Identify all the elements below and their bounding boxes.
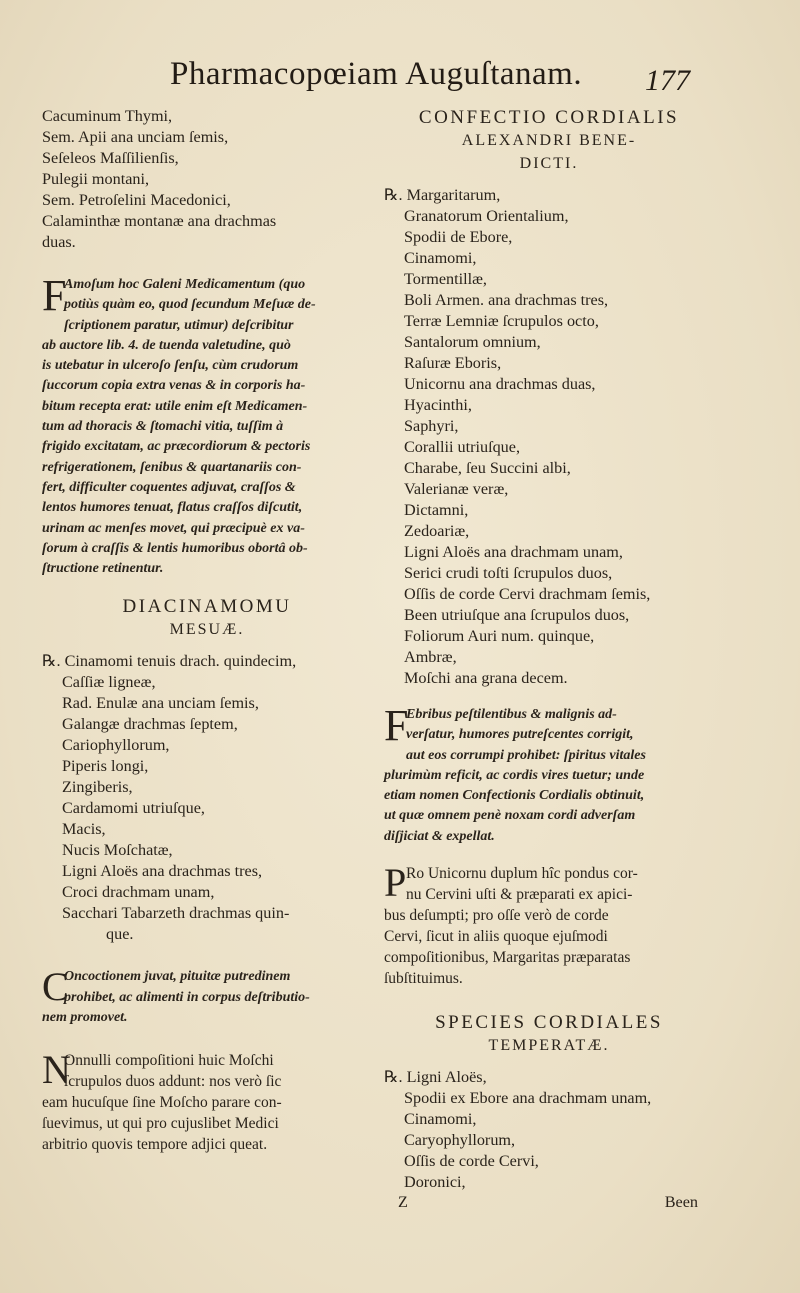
text-line: eam hucuſque ſine Moſcho parare con-	[42, 1094, 282, 1112]
text-line: urinam ac menſes movet, qui præcipuè ex va-	[42, 520, 305, 536]
drop-cap: N	[42, 1047, 71, 1093]
ingredient-line: Caryophyllorum,	[404, 1131, 516, 1150]
ingredient-line: Sacchari Tabarzeth drachmas quin-	[62, 904, 290, 923]
ingredient-list	[42, 651, 372, 945]
text-line: ſuevimus, ut qui pro cujuslibet Medici	[42, 1115, 279, 1133]
ingredient-line: Moſchi ana grana decem.	[404, 669, 568, 687]
ingredient-line: Ambræ,	[404, 648, 457, 666]
ingredient-line: Raſuræ Eboris,	[404, 354, 502, 372]
ingredient-line: Spodii ex Ebore ana drachmam unam,	[404, 1089, 652, 1108]
ingredient-line: Valerianæ veræ,	[404, 480, 509, 498]
section-heading: DIACINAMOMU	[122, 596, 292, 618]
left-column	[42, 106, 372, 1155]
text-line: ſcriptionem paratur, utimur) deſcribitur	[64, 317, 294, 333]
commentary-paragraph	[384, 701, 714, 847]
drop-cap: F	[384, 701, 409, 750]
drop-cap: F	[42, 271, 67, 320]
ingredient-line: Ligni Aloës ana drachmam unam,	[404, 543, 623, 561]
signature-mark: Z	[398, 1193, 408, 1212]
text-line: frigido excitatam, ac præcordiorum & pectoris	[42, 439, 311, 455]
ingredient-line: Pulegii montani,	[42, 170, 150, 188]
text-line: nem promovet.	[42, 1010, 128, 1026]
ingredient-line: Foliorum Auri num. quinque,	[404, 627, 595, 645]
ingredient-line: Caſſiæ ligneæ,	[62, 673, 156, 692]
ingredient-list	[384, 185, 714, 689]
text-line: Ebribus peſtilentibus & malignis ad-	[406, 707, 617, 722]
text-line: Onnulli compoſitioni huic Moſchi	[64, 1052, 274, 1070]
ingredient-line: Corallii utriuſque,	[404, 438, 520, 456]
ingredient-line: Galangæ drachmas ſeptem,	[62, 715, 238, 734]
ingredient-line: Ligni Aloës ana drachmas tres,	[62, 862, 263, 881]
drop-cap: P	[384, 860, 407, 906]
ingredient-line: Charabe, ſeu Succini albi,	[404, 459, 571, 477]
ingredient-line: Croci drachmam unam,	[62, 883, 215, 902]
ingredient-line: Hyacinthi,	[404, 396, 472, 414]
ingredient-line: Oſſis de corde Cervi,	[404, 1152, 539, 1171]
commentary-paragraph	[42, 964, 372, 1028]
ingredient-line: que.	[106, 925, 134, 944]
section-heading-line: DICTI.	[519, 155, 579, 172]
ingredient-line: Nucis Moſchatæ,	[62, 841, 173, 860]
ingredient-line: Cinamomi,	[404, 1110, 477, 1129]
text-line: bus deſumpti; pro oſſe verò de corde	[384, 907, 609, 925]
ingredient-list	[42, 106, 372, 253]
ingredient-line: Zingiberis,	[62, 778, 133, 797]
ingredient-line: Oſſis de corde Cervi drachmam ſemis,	[404, 585, 651, 603]
text-line: Ro Unicornu duplum hîc pondus cor-	[406, 865, 638, 883]
ingredient-line: Zedoariæ,	[404, 522, 470, 540]
page-footer	[384, 1193, 714, 1215]
ingredient-line: ℞. Ligni Aloës,	[384, 1068, 487, 1087]
ingredient-line: duas.	[42, 233, 76, 251]
ingredient-line: Terræ Lemniæ ſcrupulos octo,	[404, 312, 599, 330]
ingredient-line: Sem. Petroſelini Macedonici,	[42, 191, 231, 209]
text-line: ſcrupulos duos addunt: nos verò ſic	[64, 1073, 282, 1091]
text-line: potiùs quàm eo, quod ſecundum Meſuæ de-	[64, 297, 316, 313]
text-line: ſubſtituimus.	[384, 970, 463, 988]
text-line: etiam nomen Confectionis Cordialis obtinuit,	[384, 788, 645, 804]
text-line: nu Cervini uſti & præparati ex apici-	[406, 886, 633, 904]
drop-cap: C	[42, 964, 69, 1010]
ingredient-line: Tormentillæ,	[404, 270, 487, 288]
ingredient-line: ℞. Cinamomi tenuis drach. quindecim,	[42, 652, 297, 671]
section-heading: SPECIES CORDIALES	[435, 1012, 663, 1034]
text-line: ut quæ omnem penè noxam cordi adverſam	[384, 808, 636, 824]
text-line: Cervi, ſicut in aliis quoque ejuſmodi	[384, 928, 608, 946]
text-line: lentos humores tenuat, flatus craſſos diſcutit,	[42, 500, 303, 516]
ingredient-line: Unicornu ana drachmas duas,	[404, 375, 596, 393]
text-line: Oncoctionem juvat, pituitæ putredinem	[64, 969, 291, 985]
body-paragraph	[42, 1047, 372, 1155]
text-line: fert, difficulter coquentes adjuvat, craſſos &	[42, 479, 296, 495]
text-line: verſatur, humores putreſcentes corrigit,	[406, 727, 634, 743]
text-line: aut eos corrumpi prohibet: ſpiritus vitales	[406, 747, 646, 763]
text-line: is utebatur in ulceroſo ſenſu, cùm crudorum	[42, 358, 299, 374]
ingredient-line: Santalorum omnium,	[404, 333, 541, 351]
section-heading-line: ALEXANDRI BENE-	[461, 132, 637, 149]
catchword: Been	[664, 1193, 698, 1212]
ingredient-line: Cardamomi utriuſque,	[62, 799, 205, 818]
ingredient-line: Cinamomi,	[404, 249, 477, 267]
ingredient-line: Boli Armen. ana drachmas tres,	[404, 291, 609, 309]
ingredient-line: Cariophyllorum,	[62, 736, 170, 755]
text-line: ſuccorum copia extra venas & in corporis ha-	[42, 378, 306, 394]
running-header: Pharmacopœiam Auguſtanam.	[170, 56, 583, 92]
section-heading: CONFECTIO CORDIALIS	[418, 107, 680, 128]
text-line: diſjiciat & expellat.	[384, 828, 495, 844]
section-subheading: MESUÆ.	[169, 621, 245, 639]
text-line: arbitrio quovis tempore adjici queat.	[42, 1136, 268, 1154]
ingredient-line: Rad. Enulæ ana unciam ſemis,	[62, 694, 259, 713]
ingredient-line: Doronici,	[404, 1173, 466, 1192]
ingredient-line: Been utriuſque ana ſcrupulos duos,	[404, 606, 630, 624]
text-line: refrigerationem, ſenibus & quartanariis con-	[42, 459, 302, 475]
ingredient-line: Macis,	[62, 820, 106, 839]
ingredient-line: Sem. Apii ana unciam ſemis,	[42, 128, 229, 146]
text-line: plurimùm reficit, ac cordis vires tuetur; unde	[384, 767, 645, 783]
ingredient-line: Cacuminum Thymi,	[42, 107, 173, 125]
text-line: Amoſum hoc Galeni Medicamentum (quo	[64, 277, 306, 292]
ingredient-list	[384, 1067, 714, 1193]
text-line: ſorum à craſſis & lentis humoribus obortâ ob-	[42, 540, 308, 556]
ingredient-line: Piperis longi,	[62, 757, 149, 776]
section-subheading: TEMPERATÆ.	[488, 1037, 610, 1055]
text-line: prohibet, ac alimenti in corpus deſtributio-	[64, 989, 310, 1005]
text-line: tum ad thoracis & ſtomachi vitia, tuſſim à	[42, 419, 284, 435]
commentary-paragraph	[42, 271, 372, 579]
ingredient-line: Spodii de Ebore,	[404, 228, 513, 246]
ingredient-line: ℞. Margaritarum,	[384, 186, 501, 204]
right-column	[384, 106, 714, 1215]
page-number: 177	[645, 64, 690, 97]
ingredient-line: Serici crudi toſti ſcrupulos duos,	[404, 564, 613, 582]
text-line: compoſitionibus, Margaritas præparatas	[384, 949, 631, 967]
ingredient-line: Seſeleos Maſſilienſis,	[42, 149, 179, 167]
ingredient-line: Saphyri,	[404, 417, 459, 435]
text-line: ſtructione retinentur.	[42, 561, 164, 577]
ingredient-line: Dictamni,	[404, 501, 469, 519]
text-line: ab auctore lib. 4. de tuenda valetudine, quò	[42, 337, 291, 353]
ingredient-line: Granatorum Orientalium,	[404, 207, 569, 225]
ingredient-line: Calaminthæ montanæ ana drachmas	[42, 212, 277, 230]
body-paragraph	[384, 860, 714, 989]
text-line: bitum recepta erat: utile enim eſt Medicamen-	[42, 398, 308, 414]
